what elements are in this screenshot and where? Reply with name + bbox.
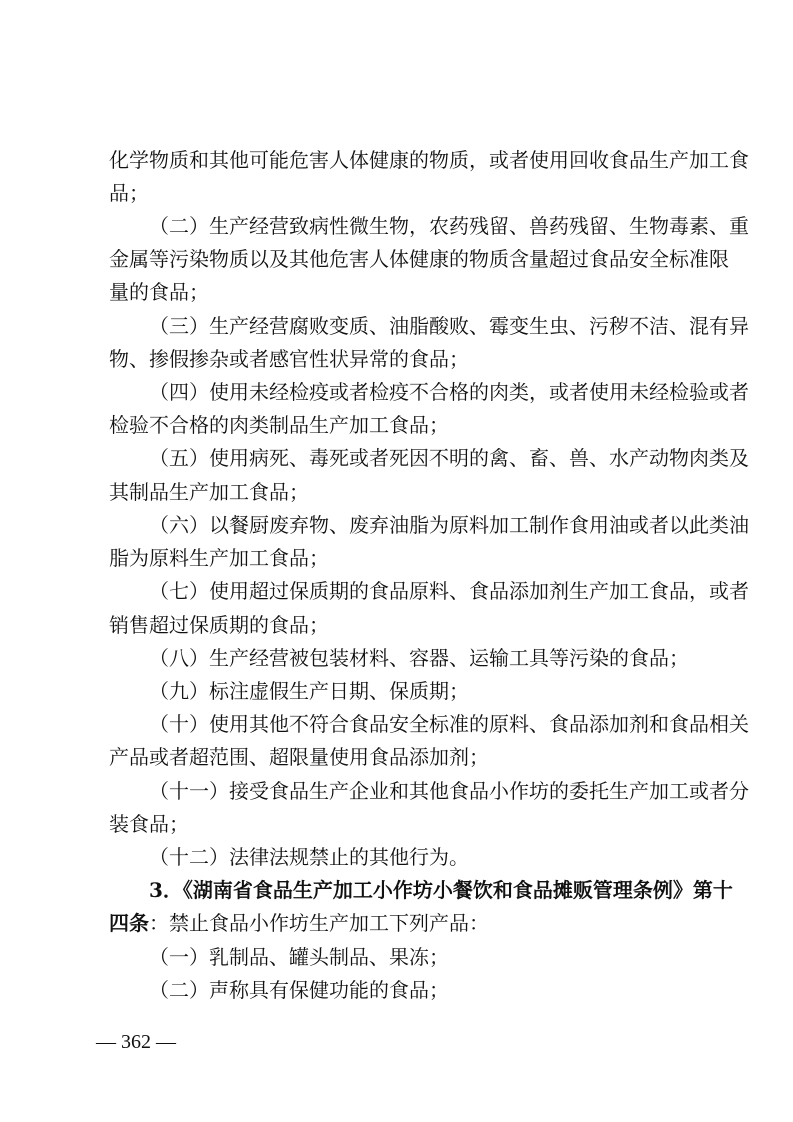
text-line: 金属等污染物质以及其他危害人体健康的物质含量超过食品安全标准限: [109, 247, 729, 271]
text-line: 其制品生产加工食品；: [109, 480, 309, 504]
text-line: （六）以餐厨废弃物、废弃油脂为原料加工制作食用油或者以此类油: [149, 513, 749, 537]
text-line: （四）使用未经检疫或者检疫不合格的肉类，或者使用未经检验或者: [149, 380, 749, 404]
regulation-heading: 3．《湖南省食品生产加工小作坊小餐饮和食品摊贩管理条例》第十: [149, 878, 733, 902]
text-line: 脂为原料生产加工食品；: [109, 546, 329, 570]
text-line: （五）使用病死、毒死或者死因不明的禽、畜、兽、水产动物肉类及: [149, 446, 749, 470]
text-line: 物、掺假掺杂或者感官性状异常的食品；: [109, 347, 469, 371]
text-line: （二）声称具有保健功能的食品；: [149, 978, 449, 1002]
text-line: （十一）接受食品生产企业和其他食品小作坊的委托生产加工或者分: [149, 779, 749, 803]
text-line: （十二）法律法规禁止的其他行为。: [149, 845, 469, 869]
text-line: 装食品；: [109, 812, 189, 836]
article-text: ：禁止食品小作坊生产加工下列产品：: [149, 911, 489, 935]
text-line: 销售超过保质期的食品；: [109, 613, 329, 637]
text-line: 产品或者超范围、超限量使用食品添加剂；: [109, 745, 489, 769]
text-line: （八）生产经营被包装材料、容器、运输工具等污染的食品；: [149, 646, 689, 670]
page-number: — 362 —: [96, 1031, 176, 1053]
article-label: 四条: [109, 911, 149, 935]
text-line: （十）使用其他不符合食品安全标准的原料、食品添加剂和食品相关: [149, 712, 749, 736]
text-line: （七）使用超过保质期的食品原料、食品添加剂生产加工食品，或者: [149, 579, 749, 603]
text-line: （九）标注虚假生产日期、保质期；: [149, 679, 469, 703]
text-line: （三）生产经营腐败变质、油脂酸败、霉变生虫、污秽不洁、混有异: [149, 314, 749, 338]
text-line: （一）乳制品、罐头制品、果冻；: [149, 945, 449, 969]
text-line: （二）生产经营致病性微生物，农药残留、兽药残留、生物毒素、重: [149, 214, 749, 238]
regulation-heading-continuation: [109, 906, 793, 940]
text-line: 量的食品；: [109, 280, 209, 304]
text-line: 检验不合格的肉类制品生产加工食品；: [109, 413, 449, 437]
text-line: 化学物质和其他可能危害人体健康的物质，或者使用回收食品生产加工食: [109, 148, 749, 172]
text-line: 品；: [109, 181, 149, 205]
